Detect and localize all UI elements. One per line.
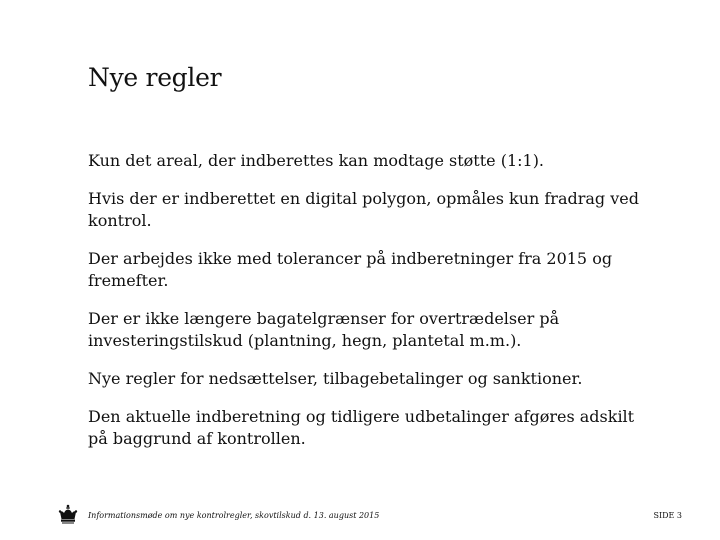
slide-title: Nye regler (88, 63, 222, 92)
bullet-list (88, 150, 658, 466)
bullet-item: Nye regler for nedsættelser, tilbagebetalinger og sanktioner. (88, 369, 583, 388)
bullet-item: Der arbejdes ikke med tolerancer på indberetninger fra 2015 og fremefter. (88, 249, 613, 290)
bullet-item: Der er ikke længere bagatelgrænser for overtrædelser på investeringstilskud (plantning, hegn, plantetal m.m.). (88, 309, 560, 350)
bullet-item: Hvis der er indberettet en digital polygon, opmåles kun fradrag ved kontrol. (88, 189, 639, 230)
footer-text: Informationsmøde om nye kontrolregler, skovtilskud d. 13. august 2015 (88, 511, 380, 520)
slide-footer (0, 502, 720, 532)
bullet-item: Kun det areal, der indberettes kan modtage støtte (1:1). (88, 151, 545, 170)
royal-crown-icon (57, 504, 79, 526)
page-number: SIDE 3 (653, 511, 682, 520)
bullet-item: Den aktuelle indberetning og tidligere udbetalinger afgøres adskilt på baggrund af kontrollen. (88, 407, 635, 448)
